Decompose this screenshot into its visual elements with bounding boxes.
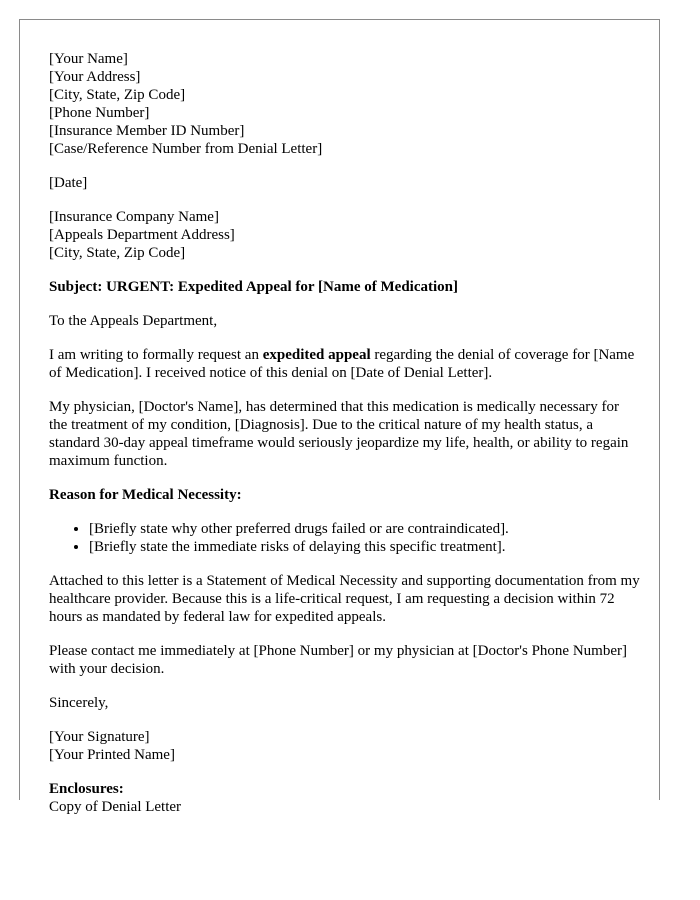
reason-item: • [Briefly state the immediate risks of delaying this specific treatment]. <box>89 538 641 556</box>
enclosure-item: Copy of Denial Letter <box>49 799 182 815</box>
expedited-appeal-emphasis: expedited appeal <box>262 347 371 363</box>
recipient-company: [Insurance Company Name] <box>49 209 219 225</box>
sender-member-id: [Insurance Member ID Number] <box>49 123 245 139</box>
sender-address: [Your Address] <box>49 69 141 85</box>
paragraph-request-after: regarding the denial of coverage for [Name of Medication]. I received notice of this denial on [Date of Denial Letter]. <box>49 347 635 381</box>
signature-line: [Your Signature] <box>49 729 150 745</box>
printed-name-line: [Your Printed Name] <box>49 747 175 763</box>
paragraph-request <box>49 346 641 382</box>
paragraph-physician: My physician, [Doctor's Name], has determined that this medication is medically necessary for the treatment of my condition, [Diagnosis]. Due to the critical nature of my health status, a standard 30-day appeal timeframe would seriously jeopardize my life, health, or ability to regain maximum function. <box>49 399 629 469</box>
recipient-city-state-zip: [City, State, Zip Code] <box>49 245 186 261</box>
sender-name: [Your Name] <box>49 51 128 67</box>
letter-date: [Date] <box>49 175 88 191</box>
sender-phone: [Phone Number] <box>49 105 150 121</box>
recipient-address-block <box>49 208 641 262</box>
sender-address-block <box>49 50 641 158</box>
salutation: To the Appeals Department, <box>49 313 218 329</box>
paragraph-request-before: I am writing to formally request an <box>49 347 263 363</box>
enclosures-heading: Enclosures: <box>49 781 124 797</box>
reasons-list <box>49 520 641 556</box>
letter-content <box>49 50 641 816</box>
letter-page <box>19 19 660 815</box>
paragraph-attachments: Attached to this letter is a Statement of Medical Necessity and supporting documentation from my healthcare provider. Because this is a life-critical request, I am requesting a decision within 72 hours as mandated by federal law for expedited appeals. <box>49 573 640 625</box>
subject-line: Subject: URGENT: Expedited Appeal for [Name of Medication] <box>49 279 458 295</box>
reason-heading: Reason for Medical Necessity: <box>49 487 242 503</box>
paragraph-contact: Please contact me immediately at [Phone Number] or my physician at [Doctor's Phone Number] with your decision. <box>49 643 627 677</box>
signature-block <box>49 728 641 764</box>
reason-item: • [Briefly state why other preferred drugs failed or are contraindicated]. <box>89 520 641 538</box>
closing: Sincerely, <box>49 695 109 711</box>
recipient-department-address: [Appeals Department Address] <box>49 227 235 243</box>
sender-city-state-zip: [City, State, Zip Code] <box>49 87 186 103</box>
sender-case-number: [Case/Reference Number from Denial Letter] <box>49 141 323 157</box>
